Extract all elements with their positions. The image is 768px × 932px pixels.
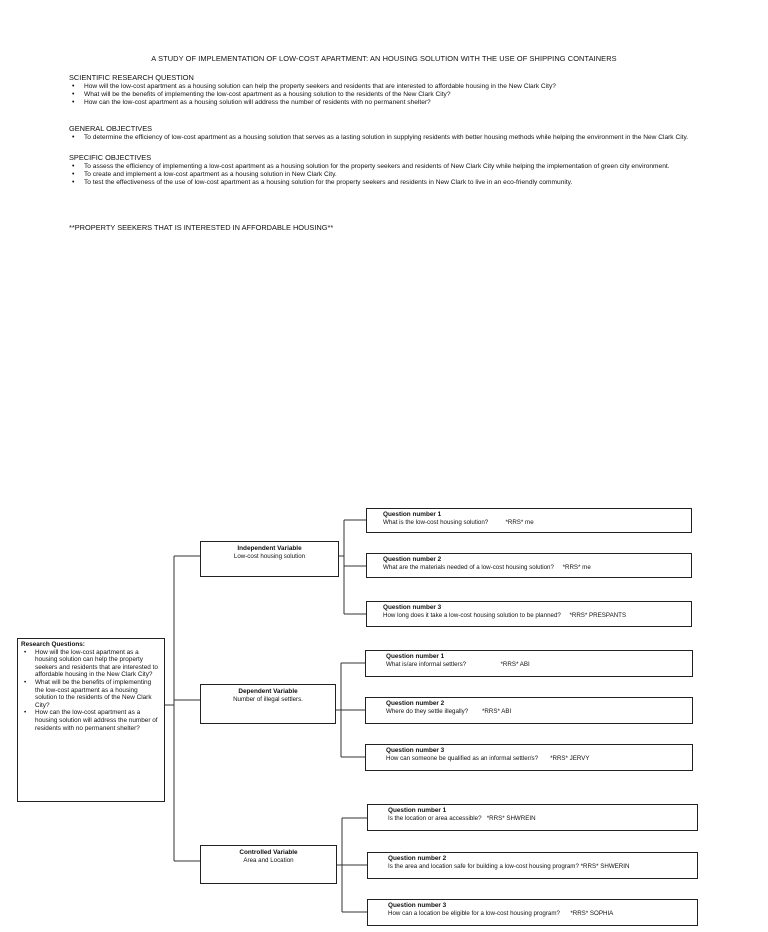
question-box: [366, 508, 692, 533]
list-item: • How will the low-cost apartment as a housing solution can help the property seekers and residents that are interested to affordable housing in the New Clark City?: [69, 83, 709, 91]
question-tag: *RRS* SHWERIN: [580, 863, 630, 870]
document-title: A STUDY OF IMPLEMENTATION OF LOW-COST APARTMENT: AN HOUSING SOLUTION WITH THE USE OF SHIPPING CONTAINERS: [151, 54, 617, 63]
research-questions-list: [21, 649, 161, 733]
question-text: How can a location be eligible for a low-cost housing program? *RRS* SOPHIA: [388, 910, 614, 917]
controlled-variable-box: [200, 845, 337, 884]
question-title: Question number 1: [386, 653, 445, 660]
question-title: Question number 2: [386, 700, 445, 707]
list-item: • What will be the benefits of implementing the low-cost apartment as a housing solution to the residents of the New Clark City?: [21, 679, 161, 709]
question-text: What are the materials needed of a low-cost housing solution? *RRS* me: [383, 564, 591, 571]
question-tag: *RRS* SHWREIN: [486, 815, 536, 822]
question-title: Question number 3: [388, 902, 447, 909]
question-box: [365, 697, 693, 724]
question-box: [367, 899, 698, 926]
question-box: [366, 601, 692, 627]
question-text: How can someone be qualified as an informal settler/s? *RRS* JERVY: [386, 755, 590, 762]
research-questions-title: Research Questions:: [21, 641, 85, 648]
question-title: Question number 3: [383, 604, 442, 611]
question-text: Where do they settle illegally? *RRS* ABI: [386, 708, 512, 715]
list-item: • How can the low-cost apartment as a housing solution will address the number of residents with no permanent shelter?: [69, 99, 709, 107]
specific-objectives-heading: SPECIFIC OBJECTIVES: [69, 153, 152, 162]
question-text: How long does it take a low-cost housing solution to be planned? *RRS* PRESPANTS: [383, 612, 627, 619]
question-text: What is/are informal settlers? *RRS* ABI: [386, 661, 530, 668]
property-seekers-note: **PROPERTY SEEKERS THAT IS INTERESTED IN AFFORDABLE HOUSING**: [69, 223, 334, 232]
question-tag: *RRS* JERVY: [550, 755, 590, 762]
question-tag: *RRS* PRESPANTS: [569, 612, 627, 619]
question-box: [367, 804, 698, 831]
question-box: [365, 744, 693, 771]
list-item: • To assess the efficiency of implementing a low-cost apartment as a housing solution for the property seekers and residents of New Clark City while helping the implementation of green city environment.: [69, 163, 695, 171]
dependent-variable-box: [200, 684, 336, 724]
question-tag: *RRS* ABI: [500, 661, 530, 668]
list-item: • To test the effectiveness of the use of low-cost apartment as a housing solution for the property seekers and residents in New Clark to live in an eco-friendly community.: [69, 179, 695, 187]
question-tag: *RRS* ABI: [481, 708, 512, 715]
list-item: • To determine the efficiency of low-cost apartment as a housing solution that serves as a lasting solution in supplying residents with better housing methods while helping the environment in the New Clark City.: [69, 134, 695, 142]
research-questions-box: [17, 638, 165, 802]
question-title: Question number 1: [383, 511, 442, 518]
question-tag: *RRS* me: [562, 564, 591, 571]
list-item: • What will be the benefits of implementing the low-cost apartment as a housing solution to the residents of the New Clark City?: [69, 91, 709, 99]
question-tag: *RRS* me: [505, 519, 534, 526]
research-question-heading: SCIENTIFIC RESEARCH QUESTION: [69, 73, 194, 82]
question-box: [365, 650, 693, 677]
general-objectives-heading: GENERAL OBJECTIVES: [69, 124, 153, 133]
variable-title: Independent Variable: [237, 545, 302, 552]
question-text: Is the location or area accessible? *RRS* SHWREIN: [388, 815, 536, 822]
variable-title: Dependent Variable: [238, 688, 298, 695]
list-item: • How can the low-cost apartment as a housing solution will address the number of residents with no permanent shelter?: [21, 709, 161, 732]
question-title: Question number 2: [383, 556, 442, 563]
question-title: Question number 3: [386, 747, 445, 754]
question-title: Question number 1: [388, 807, 447, 814]
independent-variable-box: [200, 541, 339, 577]
question-text: Is the area and location safe for building a low-cost housing program? *RRS* SHWERIN: [388, 863, 630, 870]
question-tag: *RRS* SOPHIA: [570, 910, 614, 917]
question-box: [367, 852, 698, 879]
variable-subtitle: Number of illegal settlers.: [233, 696, 303, 703]
variable-title: Controlled Variable: [239, 849, 298, 856]
list-item: • To create and implement a low-cost apartment as a housing solution in New Clark City.: [69, 171, 695, 179]
list-item: • How will the low-cost apartment as a housing solution can help the property seekers and residents that are interested to affordable housing in the New Clark City?: [21, 649, 161, 679]
question-text: What is the low-cost housing solution? *RRS* me: [383, 519, 534, 526]
question-title: Question number 2: [388, 855, 447, 862]
variable-subtitle: Area and Location: [243, 857, 294, 864]
question-box: [366, 553, 692, 578]
variable-subtitle: Low-cost housing solution: [233, 553, 306, 560]
